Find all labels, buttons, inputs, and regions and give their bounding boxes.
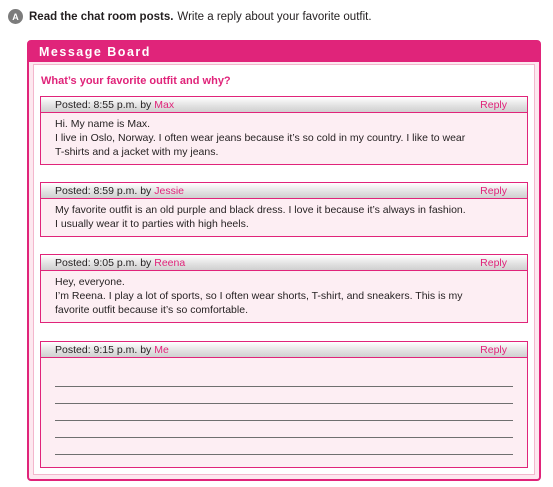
post-header: [41, 183, 527, 199]
post-meta: Posted: 9:05 p.m. by: [55, 256, 152, 269]
post-reena: [40, 254, 528, 323]
post-line: I live in Oslo, Norway. I often wear jeans because it’s so cold in my country. I like to wear: [55, 132, 466, 144]
post-line: My favorite outfit is an old purple and black dress. I love it because it’s always in fashion.: [55, 204, 466, 216]
reply-link[interactable]: Reply: [480, 184, 507, 197]
instruction-bold: Read the chat room posts.: [29, 10, 174, 23]
instruction: [8, 9, 372, 24]
post-header: [41, 97, 527, 113]
reply-link[interactable]: Reply: [480, 98, 507, 111]
post-author: Me: [154, 343, 169, 356]
post-line: I’m Reena. I play a lot of sports, so I often wear shorts, T-shirt, and sneakers. This is my: [55, 290, 463, 302]
post-author: Reena: [154, 256, 186, 269]
post-body: [41, 271, 527, 322]
post-author: Max: [154, 98, 175, 111]
post-meta: Posted: 9:15 p.m. by: [55, 343, 152, 356]
post-meta: Posted: 8:59 p.m. by: [55, 184, 152, 197]
board-body: [33, 64, 535, 475]
message-board: [27, 40, 541, 481]
board-title: Message Board: [29, 42, 539, 62]
post-body: [41, 113, 527, 164]
post-me: [40, 341, 528, 468]
writing-line[interactable]: [55, 370, 513, 387]
post-line: Hey, everyone.: [55, 276, 125, 288]
writing-line[interactable]: [55, 421, 513, 438]
post-line: I usually wear it to parties with high heels.: [55, 218, 249, 230]
instruction-text: Write a reply about your favorite outfit.: [177, 10, 372, 23]
post-body: [41, 199, 527, 236]
post-max: [40, 96, 528, 165]
writing-line[interactable]: [55, 404, 513, 421]
reply-writing-area[interactable]: [41, 358, 527, 467]
post-author: Jessie: [154, 184, 184, 197]
post-header: [41, 255, 527, 271]
instruction-badge: A: [8, 9, 23, 24]
post-header: [41, 342, 527, 358]
board-question: What’s your favorite outfit and why?: [41, 75, 231, 87]
post-line: favorite outfit because it’s so comfortable.: [55, 304, 248, 316]
post-line: Hi. My name is Max.: [55, 118, 151, 130]
post-meta: Posted: 8:55 p.m. by: [55, 98, 152, 111]
writing-line[interactable]: [55, 387, 513, 404]
post-line: T-shirts and a jacket with my jeans.: [55, 146, 219, 158]
post-jessie: [40, 182, 528, 237]
writing-line[interactable]: [55, 438, 513, 455]
reply-link[interactable]: Reply: [480, 343, 507, 356]
reply-link[interactable]: Reply: [480, 256, 507, 269]
